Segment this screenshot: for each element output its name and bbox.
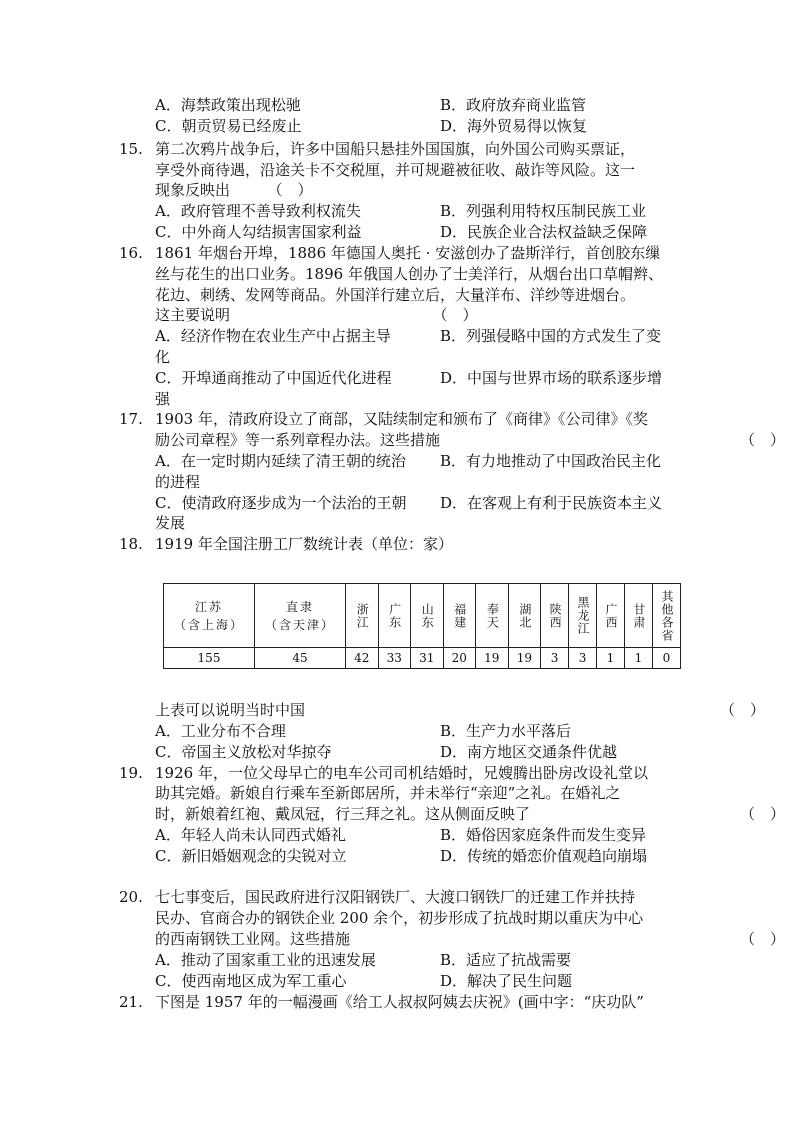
table-cell: 1	[624, 648, 652, 669]
q20-number: 20.	[119, 888, 143, 906]
header-heilongjiang: 黑龙江	[569, 584, 597, 648]
q19-number: 19.	[119, 764, 143, 782]
header-zhejiang: 浙江	[346, 584, 379, 648]
q20-option-a[interactable]: A．推动了国家重工业的迅速发展	[155, 951, 376, 969]
q14-option-d[interactable]: D．海外贸易得以恢复	[440, 117, 588, 135]
q16-stem-line: 丝与花生的出口业务。1896 年俄国人创办了士美洋行，从烟台出口草帽辫、	[155, 265, 663, 283]
table-cell: 33	[378, 648, 411, 669]
table-cell: 42	[346, 648, 379, 669]
header-gansu: 甘肃	[624, 584, 652, 648]
header-zhili: 直隶 （含天津）	[255, 584, 346, 648]
table-cell: 20	[443, 648, 476, 669]
q15-option-d[interactable]: D．民族企业合法权益缺乏保障	[440, 223, 648, 241]
q19-option-a[interactable]: A．年轻人尚未认同西式婚礼	[155, 826, 346, 844]
q20-option-b[interactable]: B．适应了抗战需要	[440, 951, 572, 969]
q20-stem-line: 的西南钢铁工业网。这些措施	[155, 930, 351, 948]
q15-stem-line: 第二次鸦片战争后，许多中国船只悬挂外国国旗，向外国公司购买票证，	[155, 140, 636, 158]
q19-option-b[interactable]: B．婚俗因家庭条件而发生变异	[440, 826, 647, 844]
table-cell: 155	[164, 648, 255, 669]
table-cell: 3	[541, 648, 569, 669]
q17-answer-blank[interactable]: （ ）	[740, 431, 786, 449]
q17-number: 17.	[119, 410, 143, 428]
q16-number: 16.	[119, 244, 143, 262]
q18-stem: 上表可以说明当时中国	[155, 701, 306, 719]
q15-option-c[interactable]: C．中外商人勾结损害国家利益	[155, 223, 362, 241]
q14-option-a[interactable]: A．海禁政策出现松驰	[155, 96, 301, 114]
q16-stem-line: 花边、刺绣、发网等商品。外国洋行建立后，大量洋布、洋纱等进烟台。	[155, 286, 636, 304]
header-guangdong: 广东	[378, 584, 411, 648]
q19-stem-line: 时，新娘着红袍、戴凤冠，行三拜之礼。这从侧面反映了	[155, 805, 531, 823]
q18-answer-blank[interactable]: （ ）	[720, 701, 766, 719]
q19-option-c[interactable]: C．新旧婚姻观念的尖锐对立	[155, 847, 347, 865]
q15-stem-line: 享受外商待遇，沿途关卡不交税厘，并可规避被征收、敲诈等风险。这一	[155, 161, 636, 179]
header-fujian: 福建	[443, 584, 476, 648]
q16-stem-line: 1861 年烟台开埠，1886 年德国人奥托 · 安滋创办了盎斯洋行，首创胶东缫	[155, 244, 661, 262]
q16-option-d-cont: 强	[155, 390, 171, 408]
q17-stem-line: 励公司章程》等一系列章程办法。这些措施	[155, 431, 441, 449]
q17-stem-line: 1903 年，清政府设立了商部，又陆续制定和颁布了《商律》《公司律》《奖	[155, 410, 648, 428]
q21-stem: 下图是 1957 年的一幅漫画《给工人叔叔阿姨去庆祝》(画中字：“庆功队”	[155, 993, 644, 1011]
header-fengtian: 奉天	[476, 584, 509, 648]
q21-number: 21.	[119, 993, 143, 1011]
q18-table-title: 1919 年全国注册工厂数统计表（单位：家）	[155, 535, 453, 553]
q16-stem-line: 这主要说明 （ ）	[155, 306, 478, 324]
q16-option-b[interactable]: B．列强侵略中国的方式发生了变	[440, 327, 662, 345]
q14-option-c[interactable]: C．朝贡贸易已经废止	[155, 117, 302, 135]
q14-option-b[interactable]: B．政府放弃商业监管	[440, 96, 587, 114]
q16-option-b-cont: 化	[155, 348, 171, 366]
q17-option-b-cont: 的进程	[155, 473, 201, 491]
q17-option-a[interactable]: A．在一定时期内延续了清王朝的统治	[155, 452, 406, 470]
table-cell: 3	[569, 648, 597, 669]
table-header-row	[164, 584, 681, 648]
table-value-row	[164, 648, 681, 669]
q17-option-b[interactable]: B．有力地推动了中国政治民主化	[440, 452, 662, 470]
q15-option-a[interactable]: A．政府管理不善导致利权流失	[155, 202, 361, 220]
q18-option-c[interactable]: C．帝国主义放松对华掠夺	[155, 743, 332, 761]
header-other: 其他各省	[652, 584, 680, 648]
header-shandong: 山东	[411, 584, 444, 648]
q17-option-c[interactable]: C．使清政府逐步成为一个法治的王朝	[155, 494, 407, 512]
q18-number: 18.	[119, 535, 143, 553]
q15-option-b[interactable]: B．列强利用特权压制民族工业	[440, 202, 647, 220]
table-cell: 31	[411, 648, 444, 669]
q19-option-d[interactable]: D．传统的婚恋价值观趋向崩塌	[440, 847, 648, 865]
q19-stem-line: 助其完婚。新娘自行乘车至新郎居所，并未举行“亲迎”之礼。在婚礼之	[155, 784, 621, 802]
table-cell: 19	[476, 648, 509, 669]
table-cell: 45	[255, 648, 346, 669]
header-shaanxi: 陕西	[541, 584, 569, 648]
table-cell: 1	[597, 648, 625, 669]
q15-number: 15.	[119, 140, 143, 158]
q16-option-a[interactable]: A．经济作物在农业生产中占据主导	[155, 327, 391, 345]
q18-option-b[interactable]: B．生产力水平落后	[440, 722, 572, 740]
header-jiangsu: 江苏 （含上海）	[164, 584, 255, 648]
header-hubei: 湖北	[508, 584, 541, 648]
q20-option-c[interactable]: C．使西南地区成为军工重心	[155, 972, 347, 990]
q16-option-d[interactable]: D．中国与世界市场的联系逐步增	[440, 369, 663, 387]
q17-option-d-cont: 发展	[155, 514, 186, 532]
q18-option-a[interactable]: A．工业分布不合理	[155, 722, 286, 740]
q19-answer-blank[interactable]: （ ）	[740, 805, 786, 823]
factory-count-table	[163, 583, 681, 669]
q20-stem-line: 民办、官商合办的钢铁企业 200 余个，初步形成了抗战时期以重庆为中心	[155, 909, 644, 927]
q18-option-d[interactable]: D．南方地区交通条件优越	[440, 743, 618, 761]
table-cell: 19	[508, 648, 541, 669]
table-cell: 0	[652, 648, 680, 669]
q20-option-d[interactable]: D．解决了民生问题	[440, 972, 573, 990]
q19-stem-line: 1926 年，一位父母早亡的电车公司司机结婚时，兄嫂腾出卧房改设礼堂以	[155, 764, 648, 782]
q20-stem-line: 七七事变后，国民政府进行汉阳钢铁厂、大渡口钢铁厂的迁建工作并扶持	[155, 888, 636, 906]
q15-stem-line: 现象反映出 （ ）	[155, 181, 313, 199]
q20-answer-blank[interactable]: （ ）	[740, 930, 786, 948]
q17-option-d[interactable]: D．在客观上有利于民族资本主义	[440, 494, 663, 512]
header-guangxi: 广西	[597, 584, 625, 648]
q16-option-c[interactable]: C．开埠通商推动了中国近代化进程	[155, 369, 392, 387]
